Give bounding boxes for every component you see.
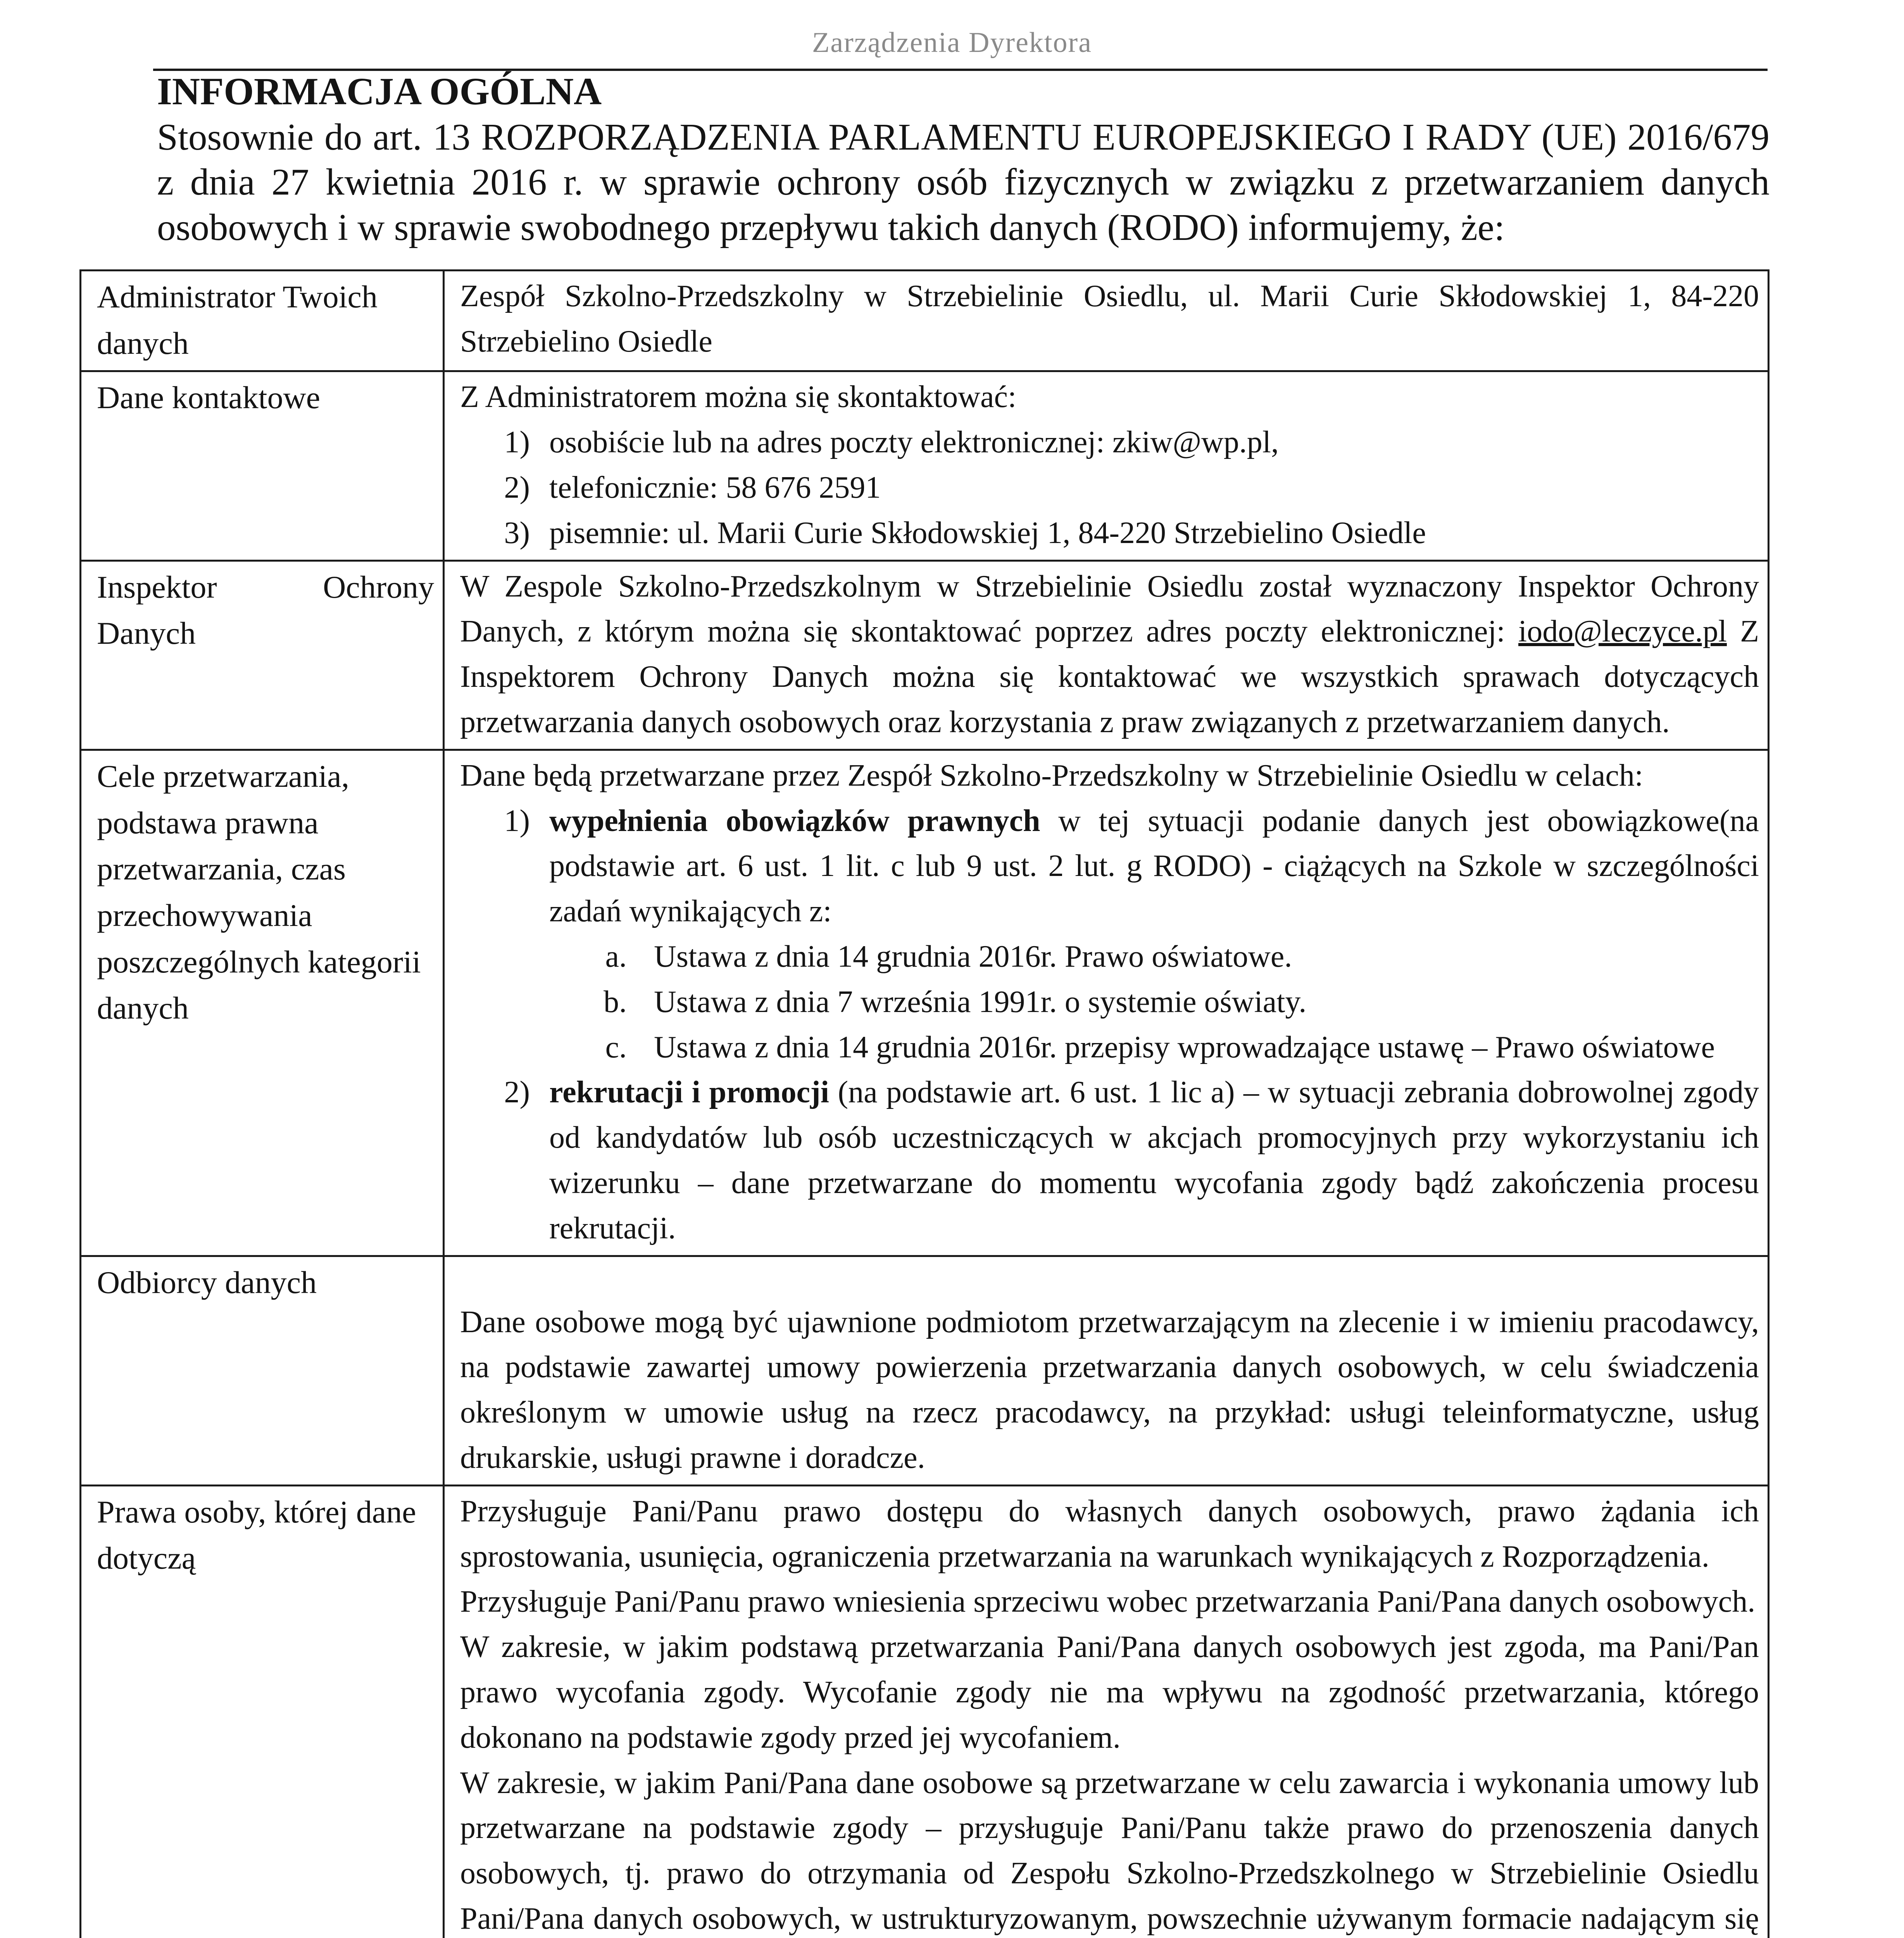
list-item-text [549,1070,1759,1251]
rights-paragraph: Przysługuje Pani/Panu prawo wniesienia sprzeciwu wobec przetwarzania Pani/Pana danych osobowych. [460,1585,1756,1619]
purposes-intro: Dane będą przetwarzane przez Zespół Szkolno-Przedszkolny w Strzebielinie Osiedlu w celach: [460,758,1644,793]
list-item [460,510,1759,556]
purpose-legal-obligation-text: w tej sytuacji podanie danych jest obowiązkowe(na podstawie art. 6 ust. 1 lit. c lub 9 ust. 2 lut. g RODO) - ciążących na Szkole w szczególności zadań wynikających z: [549,803,1759,929]
sub-list-item-letter: c. [605,1030,627,1064]
purpose-recruitment: rekrutacji i promocji [549,1075,829,1110]
sub-list-item-text: Ustawa z dnia 14 grudnia 2016r. Prawo oświatowe. [654,940,1292,974]
list-item [460,465,1759,510]
list-item-number: 2) [504,471,530,505]
purpose-legal-obligation: wypełnienia obowiązków prawnych [549,803,1040,838]
list-item-number: 2) [504,1075,530,1110]
inspector-text-before: W Zespole Szkolno-Przedszkolnym w Strzebielinie Osiedlu został wyznaczony Inspektor Ochrony Danych, z którym można się skontaktować poprzez adres poczty elektronicznej: [460,569,1759,649]
inspector-text-after: Z Inspektorem Ochrony Danych można się kontaktować we wszystkich sprawach dotyczących przetwarzania danych osobowych oraz korzystania z praw związanych z przetwarzaniem danych. [460,614,1759,740]
gdpr-info-table [79,269,1769,1938]
content-contact [444,371,1769,560]
intro-section [157,65,1769,250]
content-administrator: Zespół Szkolno-Przedszkolny w Strzebielinie Osiedlu, ul. Marii Curie Skłodowskiej 1, 84-220 Strzebielino Osiedle [444,271,1769,371]
label-recipients: Odbiorcy danych [81,1256,444,1485]
rights-paragraph: W zakresie, w jakim Pani/Pana dane osobowe są przetwarzane w celu zawarcia i wykonania umowy lub przetwarzane na podstawie zgody – przysługuje Pani/Panu także prawo do przenoszenia danych osobowych, tj. prawo do otrzymania od Zespołu Szkolno-Przedszkolnego w Strzebielinie Osiedlu Pani/Pana danych osobowych, w ustrukturyzowanym, powszechnie używanym formacie nadającym się [460,1766,1759,1936]
label-contact: Dane kontaktowe [81,371,444,560]
list-item [460,798,1759,934]
table-row-contact [81,371,1769,560]
label-administrator: Administrator Twoich danych [81,271,444,371]
label-purposes: Cele przetwarzania, podstawa prawna przetwarzania, czas przechowywania poszczególnych kategorii danych [81,750,444,1256]
page-header: Zarządzenia Dyrektora [812,27,1092,59]
table-row-rights [81,1485,1769,1938]
label-rights: Prawa osoby, której dane dotyczą [81,1485,444,1938]
sub-list-item [460,934,1759,979]
content-inspector [444,560,1769,750]
intro-lead: Stosownie do art. 13 ROZPORZĄDZENIA PARLAMENTU EUROPEJSKIEGO I RADY (UE) 2016/679 z dnia 27 kwietnia 2016 r. w sprawie ochrony osób fizycznych w związku z przetwarzaniem danych osobowych i w sprawie swobodnego przepływu takich danych (RODO) informujemy, że: [157,116,1769,248]
sub-list-item [460,1025,1759,1070]
label-inspector: Inspektor Ochrony Danych [81,560,444,750]
sub-list-item-text: Ustawa z dnia 7 września 1991r. o systemie oświaty. [654,985,1307,1019]
inspector-email-link[interactable]: iodo@leczyce.pl [1518,614,1727,649]
list-item-number: 1) [504,803,530,838]
content-rights [444,1485,1769,1938]
table-row-inspector [81,560,1769,750]
list-item-text: pisemnie: ul. Marii Curie Skłodowskiej 1, 84-220 Strzebielino Osiedle [549,516,1426,550]
content-purposes [444,750,1769,1256]
sub-list-item [460,979,1759,1025]
list-item-text: osobiście lub na adres poczty elektronicznej: zkiw@wp.pl, [549,425,1279,460]
table-row-recipients [81,1256,1769,1485]
list-item [460,1070,1759,1251]
list-item-text: telefonicznie: 58 676 2591 [549,471,881,505]
sub-list-item-letter: a. [605,940,627,974]
contact-intro: Z Administratorem można się skontaktować: [460,380,1017,414]
rights-paragraph: W zakresie, w jakim podstawą przetwarzania Pani/Pana danych osobowych jest zgoda, ma Pani/Pan prawo wycofania zgody. Wycofanie zgody nie ma wpływu na zgodność przetwarzania, którego dokonano na podstawie zgody przed jej wycofaniem. [460,1630,1759,1755]
rights-paragraph: Przysługuje Pani/Panu prawo dostępu do własnych danych osobowych, prawo żądania ich sprostowania, usunięcia, ograniczenia przetwarzania na warunkach wynikających z Rozporządzenia. [460,1494,1759,1574]
sub-list-item-letter: b. [604,985,627,1019]
top-divider [153,69,1768,71]
list-item-text [549,798,1759,934]
table-row-purposes [81,750,1769,1256]
purpose-recruitment-text: (na podstawie art. 6 ust. 1 lic a) – w sytuacji zebrania dobrowolnej zgody od kandydatów lub osób uczestniczących w akcjach promocyjnych przy wykorzystaniu ich wizerunku – dane przetwarzane do momentu wycofania zgody bądź zakończenia procesu rekrutacji. [549,1075,1759,1245]
table-row-administrator [81,271,1769,371]
sub-list-item-text: Ustawa z dnia 14 grudnia 2016r. przepisy wprowadzające ustawę – Prawo oświatowe [654,1030,1715,1064]
list-item-number: 3) [504,516,530,550]
list-item-number: 1) [504,425,530,460]
list-item [460,420,1759,465]
content-recipients: Dane osobowe mogą być ujawnione podmiotom przetwarzającym na zlecenie i w imieniu pracodawcy, na podstawie zawartej umowy powierzenia przetwarzania danych osobowych, w celu świadczenia określonym w umowie usług na rzecz pracodawcy, na przykład: usługi teleinformatyczne, usług drukarskie, usługi prawne i doradcze. [444,1256,1769,1485]
document-title: INFORMACJA OGÓLNA [157,70,602,113]
